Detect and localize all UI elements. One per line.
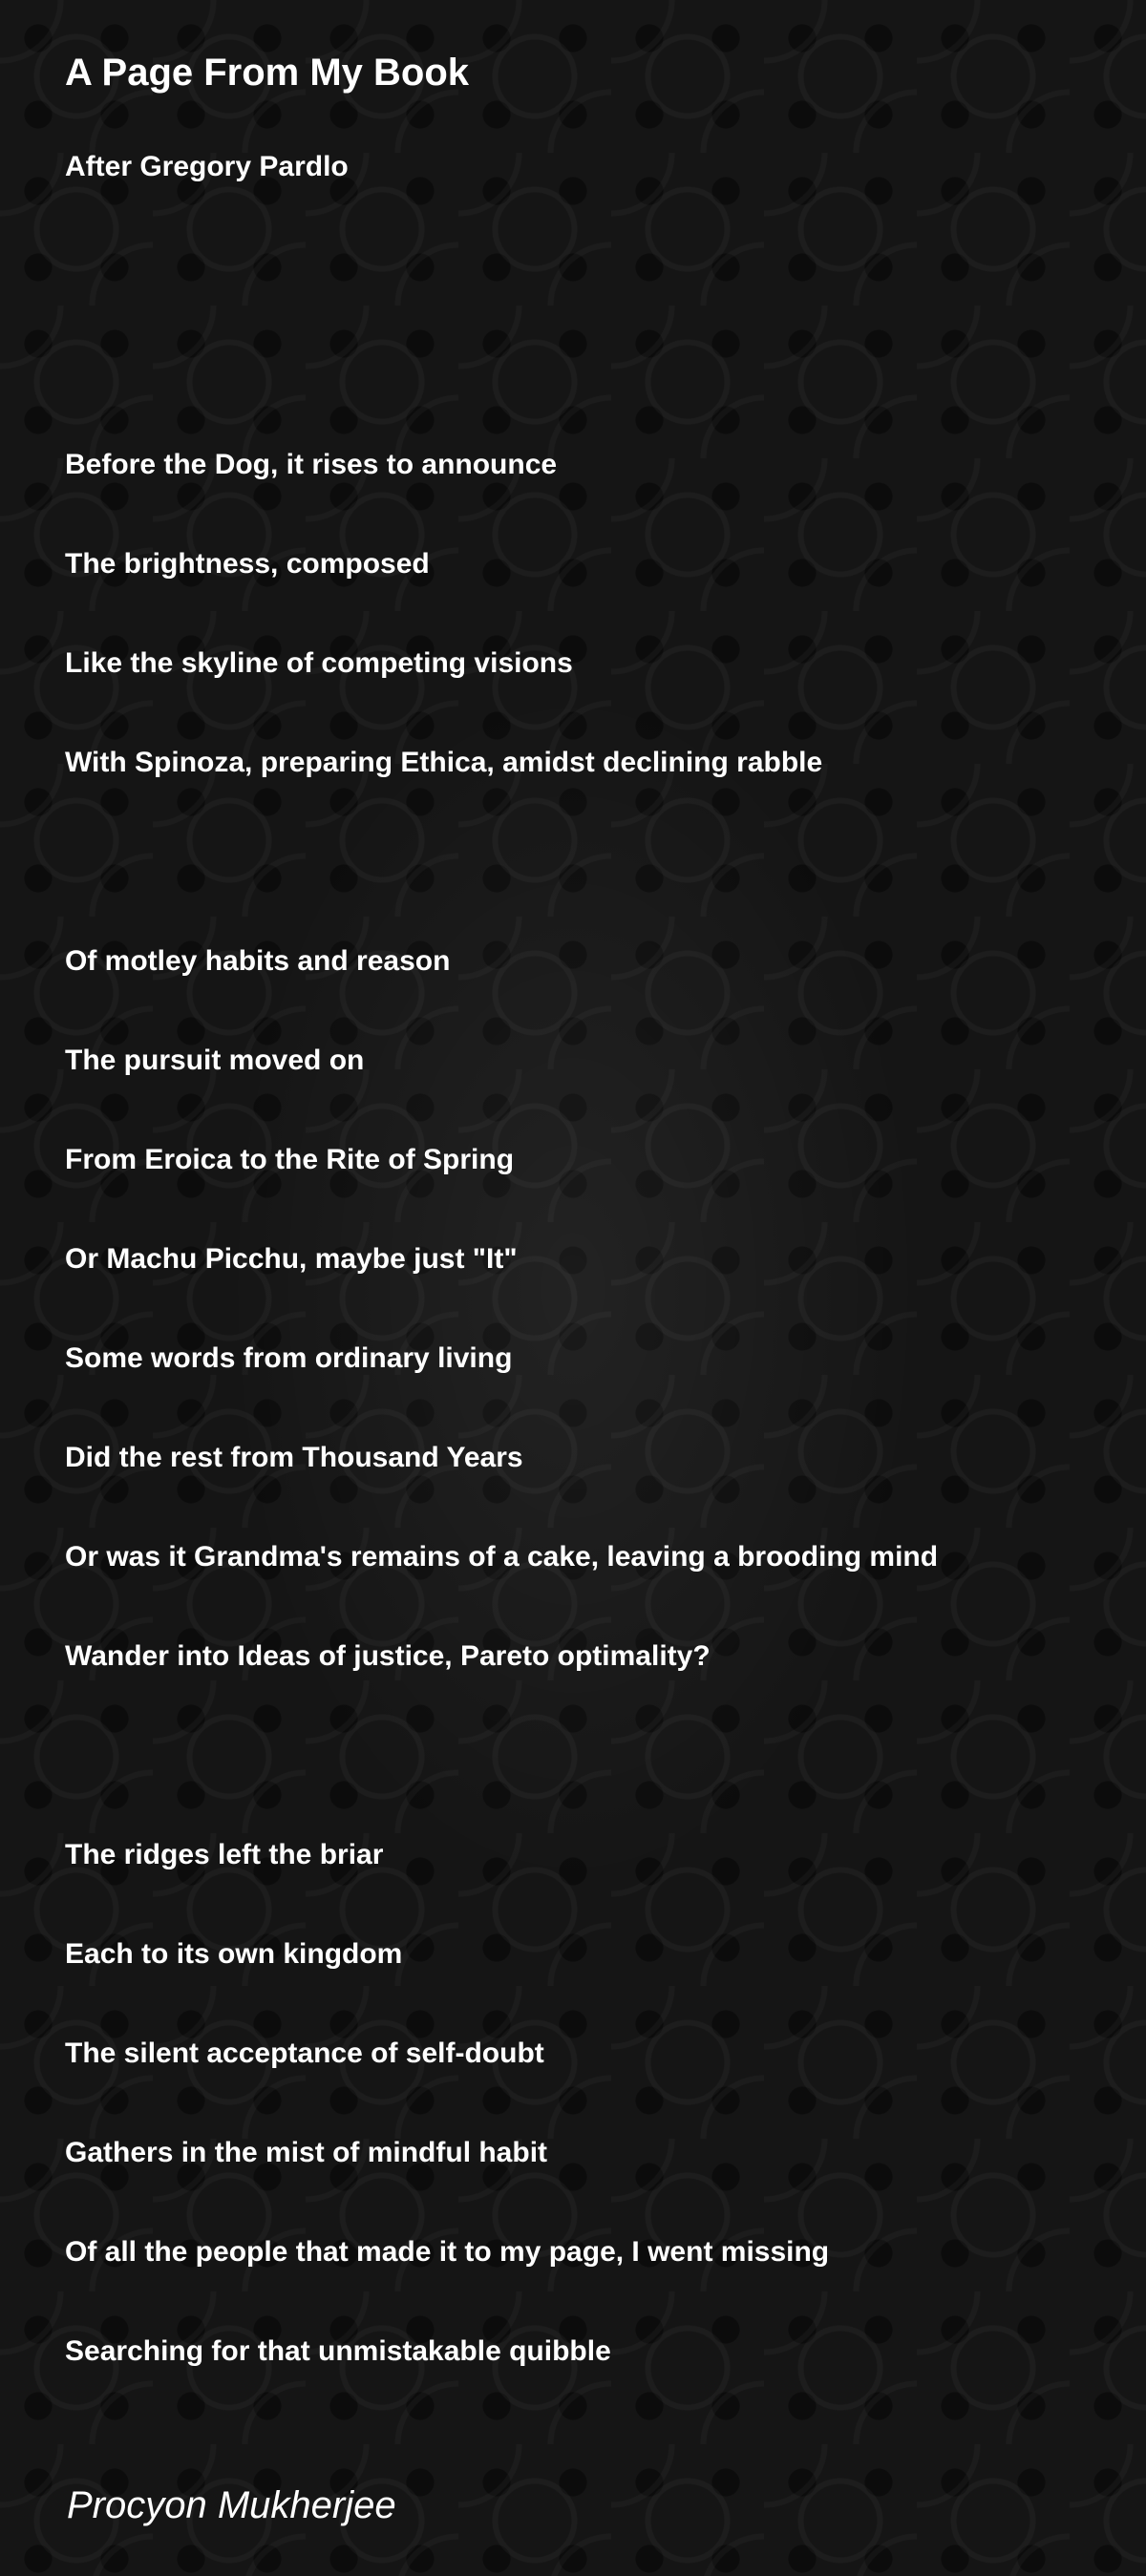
poem-author: Procyon Mukherjee	[67, 2484, 396, 2526]
poem-line: The silent acceptance of self-doubt	[65, 2038, 544, 2069]
poem-line: Did the rest from Thousand Years	[65, 1442, 523, 1473]
poem-line: Or Machu Picchu, maybe just "It"	[65, 1243, 518, 1275]
poem-line: The pursuit moved on	[65, 1045, 365, 1076]
poem-line: The ridges left the briar	[65, 1839, 384, 1870]
poem-line: Like the skyline of competing visions	[65, 647, 573, 679]
poem-line: Wander into Ideas of justice, Pareto optimality?	[65, 1640, 711, 1672]
poem-line: Each to its own kingdom	[65, 1938, 403, 1970]
poem-dedication: After Gregory Pardlo	[65, 151, 349, 182]
poem-line: Of motley habits and reason	[65, 945, 451, 977]
poem-line: With Spinoza, preparing Ethica, amidst declining rabble	[65, 747, 823, 778]
poem-line: Gathers in the mist of mindful habit	[65, 2137, 548, 2168]
poem-line: Searching for that unmistakable quibble	[65, 2335, 611, 2367]
poem-line: Some words from ordinary living	[65, 1342, 513, 1374]
poem-line: Before the Dog, it rises to announce	[65, 449, 558, 480]
poem-line: Or was it Grandma's remains of a cake, leaving a brooding mind	[65, 1541, 939, 1573]
poem-line: Of all the people that made it to my page, I went missing	[65, 2236, 830, 2268]
poem-line: From Eroica to the Rite of Spring	[65, 1144, 515, 1175]
poem-title: A Page From My Book	[65, 52, 470, 94]
poem-line: The brightness, composed	[65, 548, 430, 580]
